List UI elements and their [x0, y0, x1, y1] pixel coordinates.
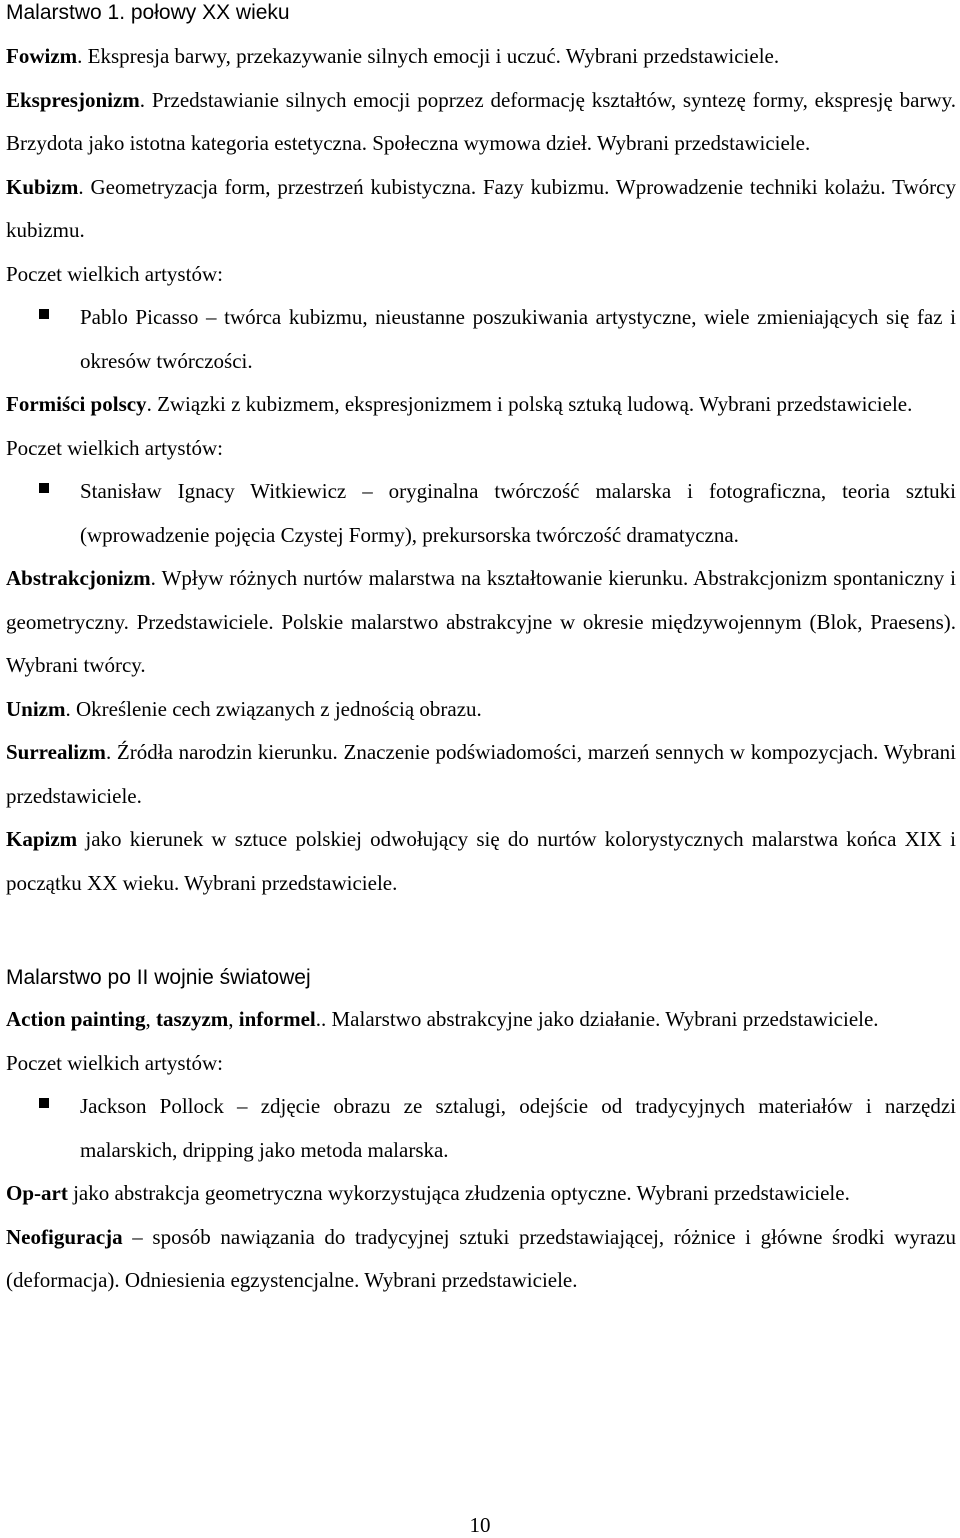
page-number: 10 [469, 1513, 491, 1537]
desc-surrealizm: . Źródła narodzin kierunku. Znaczenie podświadomości, marzeń sennych w kompozycjach. Wybrani przedstawiciele. [6, 740, 956, 808]
term-abstrakcjonizm: Abstrakcjonizm [6, 566, 151, 590]
paragraph-ekspresjonizm [6, 79, 956, 166]
separator-1: , [145, 1007, 156, 1031]
desc-neofiguracja: – sposób nawiązania do tradycyjnej sztuki przedstawiającej, różnice i główne środki wyrazu (deformacja). Odniesienia egzystencjalne. Wybrani przedstawiciele. [6, 1224, 956, 1292]
bullet-item-witkiewicz [6, 470, 956, 557]
bullet-list-2 [6, 470, 956, 557]
desc-op-art: jako abstrakcja geometryczna wykorzystująca złudzenia optyczne. Wybrani przedstawiciele. [67, 1181, 850, 1205]
term-unizm: Unizm [6, 696, 66, 721]
term-ekspresjonizm: Ekspresjonizm [6, 87, 140, 112]
paragraph-surrealizm [6, 731, 956, 818]
section-heading-first-half: Malarstwo 1. połowy XX wieku [6, 1, 290, 24]
desc-action-painting: .. Malarstwo abstrakcyjne jako działanie. Wybrani przedstawiciele. [315, 1007, 879, 1031]
paragraph-abstrakcjonizm [6, 557, 956, 688]
square-bullet-icon [39, 483, 49, 493]
term-op-art: Op-art [6, 1181, 68, 1205]
term-informel: informel [238, 1007, 316, 1031]
poczet-label-3: Poczet wielkich artystów: [6, 1050, 223, 1075]
bullet-text-witkiewicz: Stanisław Ignacy Witkiewicz – oryginalna twórczość malarska i fotograficzna, teoria sztuki (wprowadzenie pojęcia Czystej Formy), prekursorska twórczość dramatyczna. [80, 479, 956, 547]
poczet-label-1: Poczet wielkich artystów: [6, 261, 223, 286]
desc-formisci: . Związki z kubizmem, ekspresjonizmem i polską sztuką ludową. Wybrani przedstawiciele. [146, 392, 913, 416]
paragraph-action-painting [6, 998, 956, 1042]
term-taszyzm: taszyzm [155, 1007, 229, 1031]
square-bullet-icon [39, 309, 49, 319]
desc-kubizm: . Geometryzacja form, przestrzeń kubistyczna. Fazy kubizmu. Wprowadzenie techniki kolażu. Twórcy kubizmu. [6, 174, 956, 242]
paragraph-unizm [6, 688, 956, 732]
paragraph-op-art [6, 1172, 956, 1216]
paragraph-fowizm [6, 35, 956, 79]
separator-2: , [228, 1007, 239, 1031]
square-bullet-icon [39, 1098, 49, 1108]
term-kubizm: Kubizm [6, 174, 79, 199]
desc-ekspresjonizm: . Przedstawianie silnych emocji poprzez deformację kształtów, syntezę formy, ekspresję barwy. Brzydota jako istotna kategoria estetyczna. Społeczna wymowa dzieł. Wybrani przedstawiciele. [6, 87, 956, 155]
term-neofiguracja: Neofiguracja [6, 1224, 123, 1249]
term-fowizm: Fowizm [6, 44, 78, 68]
bullet-list-1 [6, 296, 956, 383]
bullet-item-pollock [6, 1085, 956, 1172]
desc-unizm: . Określenie cech związanych z jednością obrazu. [65, 696, 482, 721]
paragraph-neofiguracja [6, 1216, 956, 1303]
desc-fowizm: . Ekspresja barwy, przekazywanie silnych emocji i uczuć. Wybrani przedstawiciele. [77, 44, 780, 68]
document-page [6, 0, 956, 1303]
bullet-list-3 [6, 1085, 956, 1172]
term-kapizm: Kapizm [6, 827, 78, 851]
paragraph-kapizm [6, 818, 956, 905]
poczet-label-2: Poczet wielkich artystów: [6, 435, 223, 460]
bullet-text-pollock: Jackson Pollock – zdjęcie obrazu ze sztalugi, odejście od tradycyjnych materiałów i narzędzi malarskich, dripping jako metoda malarska. [80, 1094, 956, 1162]
term-action-painting: Action painting [6, 1007, 146, 1031]
bullet-item-picasso [6, 296, 956, 383]
bullet-text-picasso: Pablo Picasso – twórca kubizmu, nieustanne poszukiwania artystyczne, wiele zmieniających się faz i okresów twórczości. [80, 305, 956, 373]
desc-abstrakcjonizm: . Wpływ różnych nurtów malarstwa na kształtowanie kierunku. Abstrakcjonizm spontaniczny i geometryczny. Przedstawiciele. Polskie malarstwo abstrakcyjne w okresie międzywojennym (Blok, Praesens). Wybrani twórcy. [6, 566, 956, 677]
term-formisci: Formiści polscy [6, 392, 147, 416]
desc-kapizm: jako kierunek w sztuce polskiej odwołujący się do nurtów kolorystycznych malarstwa końca XIX i początku XX wieku. Wybrani przedstawiciele. [6, 827, 956, 895]
term-surrealizm: Surrealizm [6, 740, 106, 764]
paragraph-kubizm [6, 166, 956, 253]
section-heading-after-war: Malarstwo po II wojnie światowej [6, 966, 311, 989]
paragraph-formisci [6, 383, 956, 427]
